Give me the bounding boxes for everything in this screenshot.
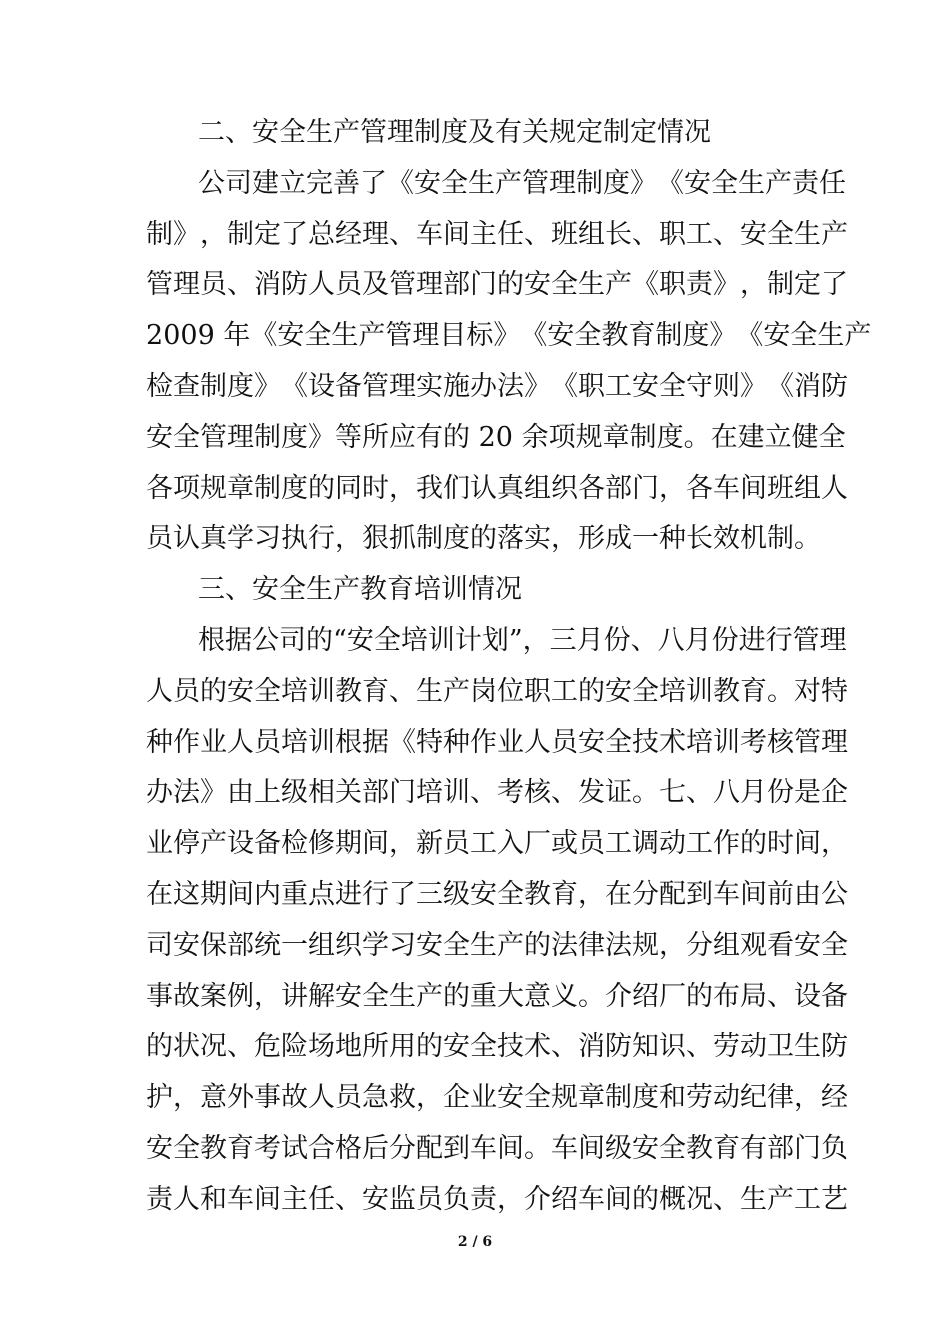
text-line: 人 员 的 安 全 培 训 教 育 、 生 产 岗 位 职 工 的 安 全 培 训 教 育 。 对 特 [146,675,848,707]
text-line: 二、安全生产管理制度及有关规定制定情况 [198,117,711,148]
text-line: 业 停 产 设 备 检 修 期 间 ， 新 员 工 入 厂 或 员 工 调 动 工 作 的 时 间 ， [146,828,848,860]
text-line: 护 ， 意 外 事 故 人 员 急 救 ， 企 业 安 全 规 章 制 度 和 劳 动 纪 律 ， 经 [146,1082,848,1114]
body-text [146,108,872,1226]
text-line: 公 司 建 立 完 善 了 《 安 全 生 产 管 理 制 度 》 《 安 全 生 产 责 任 [198,167,846,199]
text-line: 责 人 和 车 间 主 任 、 安 监 员 负 责 ， 介 绍 车 间 的 概 况 、 生 产 工 艺 [146,1183,848,1215]
text-line: 种 作 业 人 员 培 训 根 据 《 特 种 作 业 人 员 安 全 技 术 培 训 考 核 管 理 [146,726,848,758]
text-line: 事 故 案 例 ， 讲 解 安 全 生 产 的 重 大 意 义 。 介 绍 厂 的 布 局 、 设 备 [146,980,848,1012]
text-line: 的 状 况 、 危 险 场 地 所 用 的 安 全 技 术 、 消 防 知 识 、 劳 动 卫 生 防 [146,1031,848,1063]
page-number: 2 / 6 [457,1234,493,1250]
text-line: 司 安 保 部 统 一 组 织 学 习 安 全 生 产 的 法 律 法 规 ， 分 组 观 看 安 全 [146,929,848,961]
text-line: 制 》 ， 制 定 了 总 经 理 、 车 间 主 任 、 班 组 长 、 职 工 、 安 全 生 产 [146,218,848,250]
text-line: 在 这 期 间 内 重 点 进 行 了 三 级 安 全 教 育 ， 在 分 配 到 车 间 前 由 公 [146,878,848,910]
text-line: 根 据 公 司 的 “ 安 全 培 训 计 划 ” ， 三 月 份 、 八 月 份 进 行 管 理 [198,624,847,656]
text-line: 办 法 》 由 上 级 相 关 部 门 培 训 、 考 核 、 发 证 。 七 、 八 月 份 是 企 [146,777,848,809]
text-line: 安 全 管 理 制 度 》 等 所 应 有 的 2 0 余 项 规 章 制 度 。 在 建 立 健 全 [146,421,846,453]
text-line: 管 理 员 、 消 防 人 员 及 管 理 部 门 的 安 全 生 产 《 职 责 》 ， 制 定 了 [146,269,848,301]
text-line: 检 查 制 度 》 《 设 备 管 理 实 施 办 法 》 《 职 工 安 全 守 则 》 《 消 防 [146,370,848,402]
text-line: 三、安全生产教育培训情况 [198,574,522,606]
text-line: 员认真学习执行，狠抓制度的落实，形成一种长效机制。 [146,523,821,555]
text-line: 各 项 规 章 制 度 的 同 时 ， 我 们 认 真 组 织 各 部 门 ， 各 车 间 班 组 人 [146,472,848,504]
text-line: 2 0 0 9 年 《 安 全 生 产 管 理 目 标 》 《 安 全 教 育 制 度 》 《 安 全 生 产 [146,320,872,352]
text-line: 安 全 教 育 考 试 合 格 后 分 配 到 车 间 。 车 间 级 安 全 教 育 有 部 门 负 [146,1132,848,1164]
